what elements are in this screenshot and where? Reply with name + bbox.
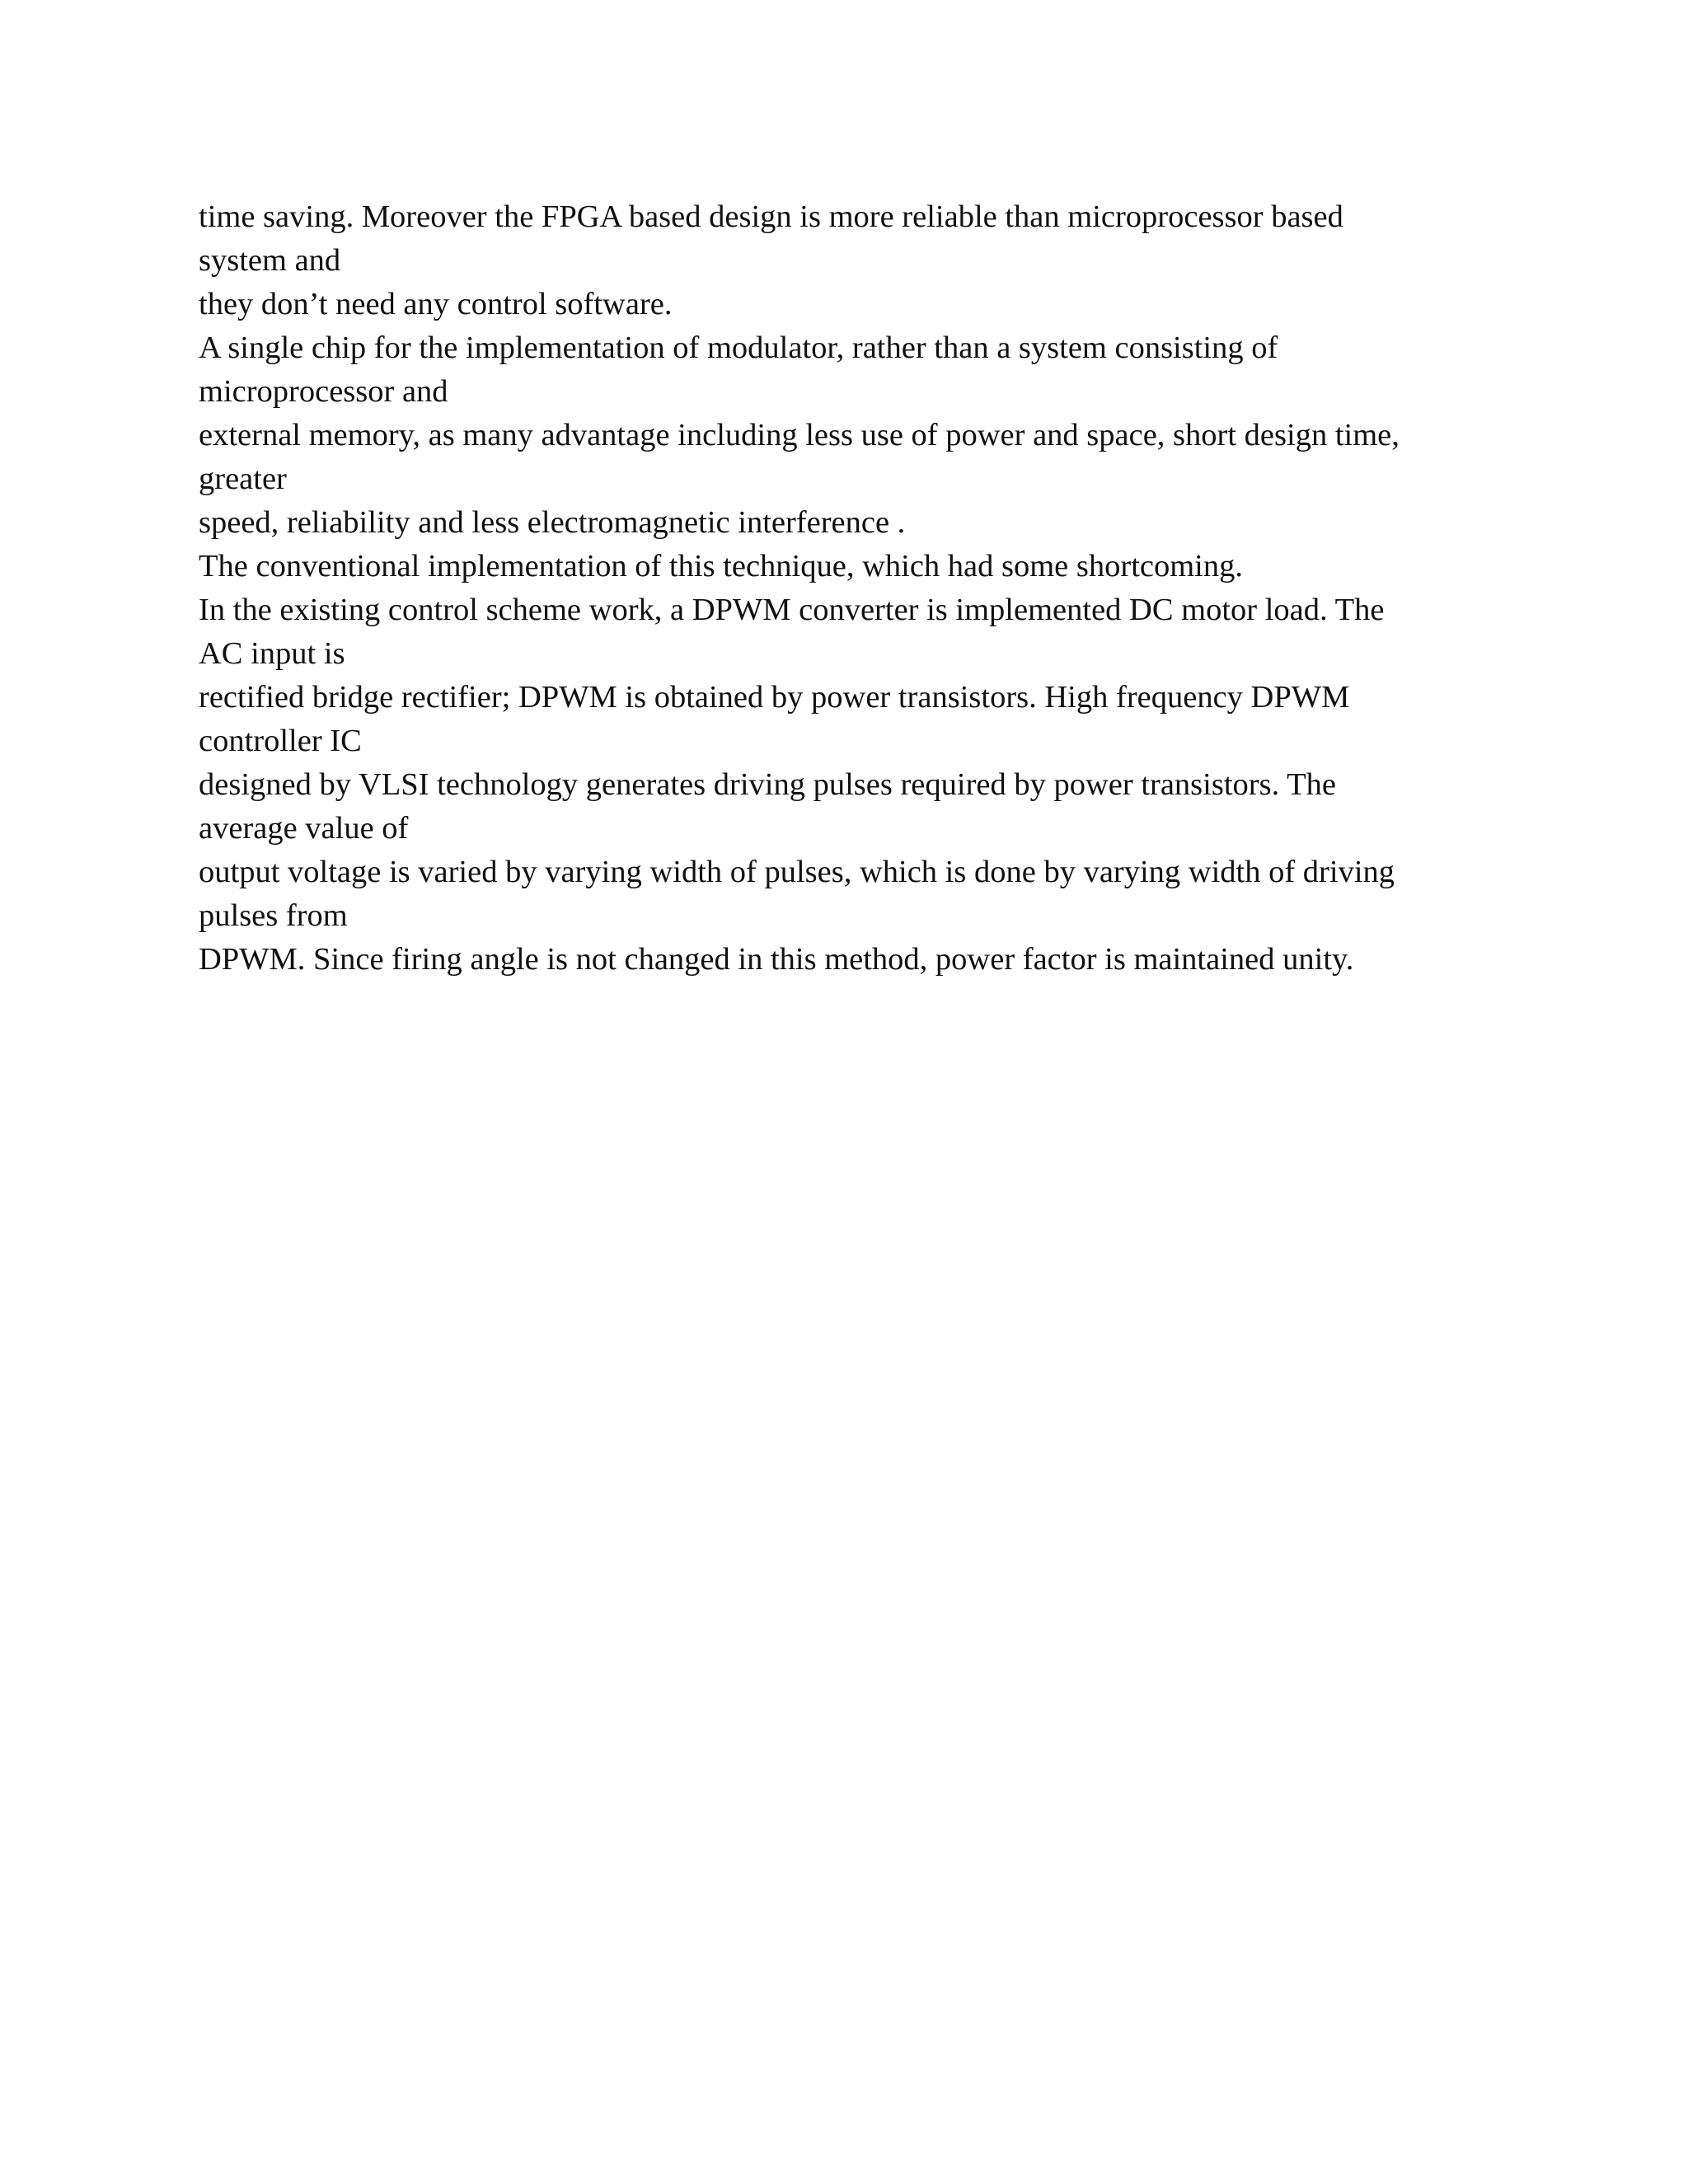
text-line: DPWM. Since firing angle is not changed in this method, power factor is maintained unity. xyxy=(199,942,1354,977)
text-line: greater xyxy=(199,462,287,496)
text-line: A single chip for the implementation of modulator, rather than a system consisting of xyxy=(199,330,1278,365)
text-line: The conventional implementation of this technique, which had some shortcoming. xyxy=(199,549,1244,583)
text-line: designed by VLSI technology generates driving pulses required by power transistors. The xyxy=(199,767,1337,802)
text-line: time saving. Moreover the FPGA based design is more reliable than microprocessor based xyxy=(199,199,1343,234)
text-line: they don’t need any control software. xyxy=(199,287,673,321)
text-line: pulses from xyxy=(199,898,348,933)
text-line: microprocessor and xyxy=(199,374,448,409)
text-line: rectified bridge rectifier; DPWM is obtained by power transistors. High frequency DPWM xyxy=(199,680,1350,715)
text-line: controller IC xyxy=(199,724,362,758)
text-line: external memory, as many advantage including less use of power and space, short design time, xyxy=(199,418,1400,452)
text-line: system and xyxy=(199,243,341,278)
body-text xyxy=(199,195,1501,982)
text-line: In the existing control scheme work, a DPWM converter is implemented DC motor load. The xyxy=(199,593,1385,627)
text-line: AC input is xyxy=(199,636,345,671)
text-line: average value of xyxy=(199,811,409,846)
text-line: output voltage is varied by varying width of pulses, which is done by varying width of driving xyxy=(199,855,1395,889)
text-line: speed, reliability and less electromagnetic interference . xyxy=(199,505,906,540)
